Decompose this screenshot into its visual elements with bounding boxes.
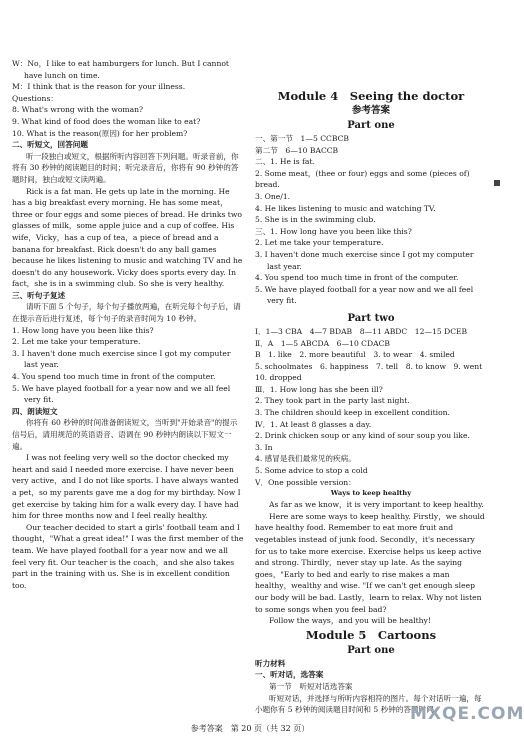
answer-line: 5. schoolmates 6. happiness 7. tell 8. to know 9. went (255, 361, 483, 371)
answers-title: 参考答案 (351, 105, 390, 116)
answer-line: Ⅳ．1. At least 8 glasses a day. (255, 419, 372, 429)
essay-title: Ways to keep healthy (330, 489, 412, 498)
left-column (12, 58, 244, 591)
sentence-item: 5. We have played football for a year now and we all feel very fit. (12, 383, 231, 405)
answer-line: Ⅱ．A 1—5 ABCDA 6—10 CDACB (255, 338, 390, 348)
section-heading: 二、听短文，回答问题 (12, 140, 88, 150)
page-edge-mark (494, 180, 500, 186)
sentence-item: 3. I haven't done much exercise since I got my computer last year. (12, 348, 231, 370)
question-item: 9. What kind of food does the woman like to eat? (12, 116, 201, 126)
answer-line: 4. He likes listening to music and watching TV. (255, 203, 436, 213)
section-heading: 三、听句子复述 (12, 290, 66, 300)
essay-paragraph: Here are some ways to keep healthy. Firstly，we should have healthy food. Remember to eat more fruit and vegetables instead of junk food. Secondly，it's necessary for us to take more exercise. Exercise helps us keep active and strong. Thirdly，never stay up late. As the saying goes，"Early to bed and early to rise makes a man healthy，wealthy and wise. "If we can't get enough sleep our body will be bad. Lastly，learn to relax. Why not listen to some songs when you feel bad? (255, 511, 485, 614)
answer-line: 3. I haven't done much exercise since I got my computer last year. (255, 249, 474, 271)
dialogue-line: W：No，I like to eat hamburgers for lunch. But I cannot have lunch on time. (12, 59, 229, 80)
answer-line: 2. They took part in the party last night. (255, 396, 410, 406)
right-column (255, 58, 487, 716)
answer-line: 10. dropped (255, 373, 302, 383)
question-item: 8. What's wrong with the woman? (12, 105, 144, 115)
answer-line: 2. Drink chicken soup or any kind of sour soup you like. (255, 431, 470, 441)
sentence-item: 2. Let me take your temperature. (12, 337, 141, 347)
part-title: Part one (347, 644, 395, 656)
sentence-item: 1. How long have you been like this? (12, 325, 154, 335)
answer-line: 5. We have played football for a year now and we all feel very fit. (255, 284, 474, 306)
answer-line: 二、1. He is fat. (255, 157, 315, 167)
page-footer: 参考答案 第 20 页（共 32 页） (190, 724, 310, 733)
answer-line: 三、1. How long have you been like this? (255, 226, 412, 236)
part-title: Part one (347, 120, 395, 131)
essay-paragraph: Follow the ways，and you will be healthy! (269, 616, 431, 626)
section-instruction: 听一段独白或短文，根据所听内容回答下列问题。听录音前，你将有 30 秒钟的阅读题目的时间；听完录音后，你将有 90 秒钟的答题时间，独白或短文读两遍。 (12, 151, 239, 184)
watermark-logo: MXQE.COM (410, 704, 524, 724)
dialogue-line: M：I think that is the reason for your illness. (12, 82, 186, 92)
passage-paragraph: Our teacher decided to start a girls' football team and I thought，"What a great idea!" I was the first member of the team. We have played football for a year now and we all feel very fit. Our teacher is the coach，and she also takes part in the training with us. She is in excellent condition too. (12, 522, 244, 590)
answer-line: I．1—3 CBA 4—7 BDAB 8—11 ABDC 12—15 DCEB (255, 326, 468, 336)
questions-label: Questions： (12, 93, 58, 103)
section-heading: 一、听对话，选答案 (255, 670, 324, 680)
answer-line: 5. Some advice to stop a cold (255, 466, 368, 476)
answer-line: Ⅴ．One possible version： (255, 477, 356, 487)
question-item: 10. What is the reason(原因) for her problem? (12, 128, 188, 138)
subsection-heading: 第一节 听短对话选答案 (269, 681, 353, 691)
part-title: Part two (347, 312, 395, 324)
section-heading: 四、朗读短文 (12, 406, 58, 416)
section-instruction: 请听下面 5 个句子，每个句子播放两遍，在听完每个句子后，请在提示音后进行复述，每个句子的录音时间为 10 秒钟。 (12, 302, 241, 324)
answer-line: 2. Some meat，(thee or four) eggs and some (pieces of) bread. (255, 168, 470, 190)
answer-line: 3. The children should keep in excellent condition. (255, 408, 450, 418)
answer-line: B 1. like 2. more beautiful 3. to wear 4. smiled (255, 350, 455, 360)
section-instruction: 听短对话，并选择与所听内容相符的图片。每个对话听一遍，每小题你有 5 秒钟的阅读题目时间和 5 秒钟的答题时间。 (255, 693, 482, 715)
answer-line: 4. You spend too much time in front of the computer. (255, 273, 459, 283)
module-title: Module 4 Seeing the doctor (277, 89, 465, 103)
answer-line: 4. 感冒是我们最常见的疾病。 (255, 454, 356, 464)
answer-line: 5. She is in the swimming club. (255, 215, 376, 225)
answer-line: 3. One/1. (255, 191, 291, 201)
answer-line: 一、第一节 1—5 CCBCB (255, 134, 349, 143)
section-instruction: 你将有 60 秒钟的时间准备朗读短文，当听到"开始录音"的提示信号后，请用规范的英语语音、语调在 90 秒钟内朗读以下短文一遍。 (12, 418, 238, 451)
passage-paragraph: I was not feeling very well so the doctor checked my heart and said I needed more exercise. I have never been very active，and I do not like sports. I have always wanted a pet，so my parents gave me a dog for my birthday. Now I get exercise by taking him for a walk every day. I have had him for three months now and I feel really healthy. (12, 453, 241, 521)
answer-line: 2. Let me take your temperature. (255, 238, 384, 248)
section-heading: 听力材料 (255, 658, 286, 668)
passage-paragraph: Rick is a fat man. He gets up late in the morning. He has a big breakfast every morning. He has some meat，three or four eggs and some pieces of bread. He drinks two glasses of milk，some apple juice and a cup of coffee. His wife，Vicky，has a cup of tea，a piece of bread and a banana for breakfast. Rick doesn't do any ball games because he likes listening to music and watching TV and he doesn't do any housework. Vicky does sports every day. In fact，she is in a swimming club. So she is very healthy. (12, 186, 243, 289)
sentence-item: 4. You spend too much time in front of the computer. (12, 372, 216, 382)
module-title: Module 5 Cartoons (305, 627, 437, 642)
answer-line: 第二节 6—10 BACCB (255, 145, 339, 155)
answer-line: Ⅲ．1. How long has she been ill? (255, 384, 383, 394)
answer-line: 3. In (255, 442, 273, 452)
essay-paragraph: As far as we know，it is very important to keep healthy. (269, 500, 484, 510)
